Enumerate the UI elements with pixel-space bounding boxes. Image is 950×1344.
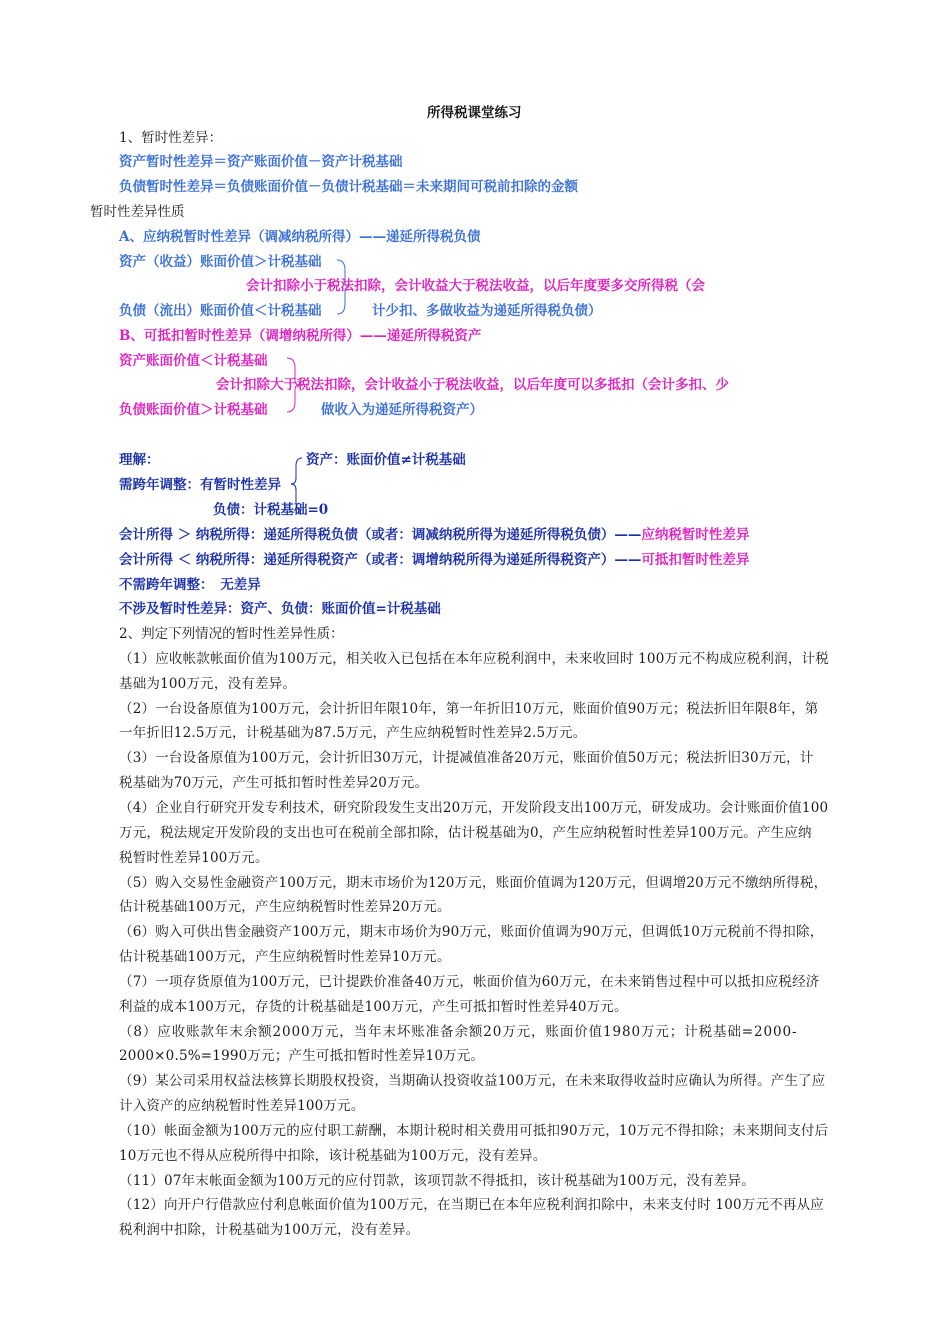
case-line: 2000×0.5%=1990万元；产生可抵扣暂时性差异10万元。: [119, 1048, 485, 1064]
case-line: 10万元也不得从应税所得中扣除，该计税基础为100万元，没有差异。: [119, 1148, 547, 1164]
case-line: （5）购入交易性金融资产100万元，期末市场价为120万元，账面价值调为120万元，但调增20万元不缴纳所得税，: [119, 875, 828, 891]
lt-result: 可抵扣暂时性差异: [641, 552, 750, 568]
deductible-note-part: 会计扣除大于税法扣除，会计收益小于税法收益，以后年度可以多抵扣（会计多扣、少: [216, 377, 729, 393]
deductible-note-line1: [216, 376, 729, 394]
taxable-note-line1: 会计扣除小于税法扣除，会计收益大于税法收益，以后年度要多交所得税（会: [246, 278, 705, 294]
case-line: 估计税基础100万元，产生应纳税暂时性差异10万元。: [119, 949, 451, 965]
section1-heading: 1、暂时性差异：: [119, 130, 223, 146]
case-line: 税暂时性差异100万元。: [119, 850, 269, 866]
case-line: 税基础为70万元，产生可抵扣暂时性差异20万元。: [119, 775, 429, 791]
liability-formula: 负债暂时性差异＝负债账面价值－负债计税基础＝未来期间可税前扣除的金额: [119, 179, 578, 195]
section2-heading: 2、判定下列情况的暂时性差异性质：: [119, 626, 344, 642]
nature-heading: 暂时性差异性质: [90, 204, 185, 220]
case-line: 税利润中扣除，计税基础为100万元，没有差异。: [119, 1222, 420, 1238]
deductible-asset-rule: 资产账面价值＜计税基础: [119, 353, 268, 369]
case-line: 利益的成本100万元，存货的计税基础是100万元，产生可抵扣暂时性差异40万元。: [119, 999, 628, 1015]
case-line: （1）应收帐款帐面价值为100万元，相关收入已包括在本年应税利润中，未来收回时 100万元不构成应税利润，计税: [119, 651, 829, 667]
gt-result: 应纳税暂时性差异: [641, 527, 750, 543]
case-line: （3）一台设备原值为100万元，会计折旧30万元，计提减值准备20万元，账面价值50万元；税法折旧30万元，计: [119, 750, 814, 766]
deductible-diff-title: B、可抵扣暂时性差异（调增纳税所得）——递延所得税资产: [119, 328, 482, 344]
case-line: 基础为100万元，没有差异。: [119, 676, 297, 692]
case-line: （12）向开户行借款应付利息帐面价值为100万元，在当期已在本年应税利润扣除中，未来支付时 100万元不再从应: [119, 1197, 825, 1213]
case-line: （2）一台设备原值为100万元，会计折旧年限10年，第一年折旧10万元，账面价值90万元；税法折旧年限8年，第: [119, 701, 819, 717]
taxable-note-line2: 计少扣、多做收益为递延所得税负债）: [372, 303, 602, 319]
no-cross-year: 不需跨年调整： 无差异: [119, 577, 261, 593]
understanding-liability: 负债：计税基础=0: [213, 502, 329, 518]
case-line: （10）帐面金额为100万元的应付职工薪酬，本期计税时相关费用可抵扣90万元，10万元不得扣除；未来期间支付后: [119, 1123, 829, 1139]
gt-text: 会计所得 ＞ 纳税所得：递延所得税负债（或者：调减纳税所得为递延所得税负债）——: [119, 527, 642, 543]
taxable-asset-rule: 资产（收益）账面价值＞计税基础: [119, 254, 322, 270]
page-title: 所得税课堂练习: [427, 105, 522, 121]
taxable-liability-rule: 负债（流出）账面价值＜计税基础: [119, 303, 322, 319]
accounting-lt-taxable: [119, 551, 749, 569]
case-line: （9）某公司采用权益法核算长期股权投资，当期确认投资收益100万元，在未来取得收益时应确认为所得。产生了应: [119, 1073, 826, 1089]
deductible-note-line2: 做收入为递延所得税资产）: [321, 402, 483, 418]
understanding-asset: 资产：账面价值≠计税基础: [306, 452, 466, 468]
no-temporary-diff: 不涉及暂时性差异：资产、负债：账面价值=计税基础: [119, 601, 441, 617]
taxable-diff-title: A、应纳税暂时性差异（调减纳税所得）——递延所得税负债: [119, 229, 481, 245]
cross-year-adjustment: 需跨年调整：有暂时性差异: [119, 477, 281, 493]
asset-formula: 资产暂时性差异＝资产账面价值－资产计税基础: [119, 154, 403, 170]
deductible-liability-rule: 负债账面价值＞计税基础: [119, 402, 268, 418]
case-line: 计入资产的应纳税暂时性差异100万元。: [119, 1098, 365, 1114]
understanding-label: 理解：: [119, 452, 160, 468]
accounting-gt-taxable: [119, 526, 749, 544]
case-line: 一年折旧12.5万元，计税基础为87.5万元，产生应纳税暂时性差异2.5万元。: [119, 725, 587, 741]
case-line: 估计税基础100万元，产生应纳税暂时性差异20万元。: [119, 899, 451, 915]
case-line: （4）企业自行研究开发专利技术，研究阶段发生支出20万元，开发阶段支出100万元，研发成功。会计账面价值100: [119, 800, 829, 816]
case-line: （8）应收账款年末余额2000万元，当年末坏账准备余额20万元，账面价值1980万元；计税基础=2000-: [119, 1024, 798, 1040]
lt-text: 会计所得 ＜ 纳税所得：递延所得税资产（或者：调增纳税所得为递延所得税资产）——: [119, 552, 642, 568]
case-line: （11）07年末帐面金额为100万元的应付罚款，该项罚款不得抵扣，该计税基础为100万元，没有差异。: [119, 1173, 755, 1189]
case-line: （7）一项存货原值为100万元，已计提跌价准备40万元，帐面价值为60万元，在未来销售过程中可以抵扣应税经济: [119, 974, 820, 990]
case-line: （6）购入可供出售金融资产100万元，期末市场价为90万元，账面价值调为90万元，但调低10万元税前不得扣除，: [119, 924, 824, 940]
case-line: 万元，税法规定开发阶段的支出也可在税前全部扣除，估计税基础为0，产生应纳税暂时性差异100万元。产生应纳: [119, 825, 812, 841]
